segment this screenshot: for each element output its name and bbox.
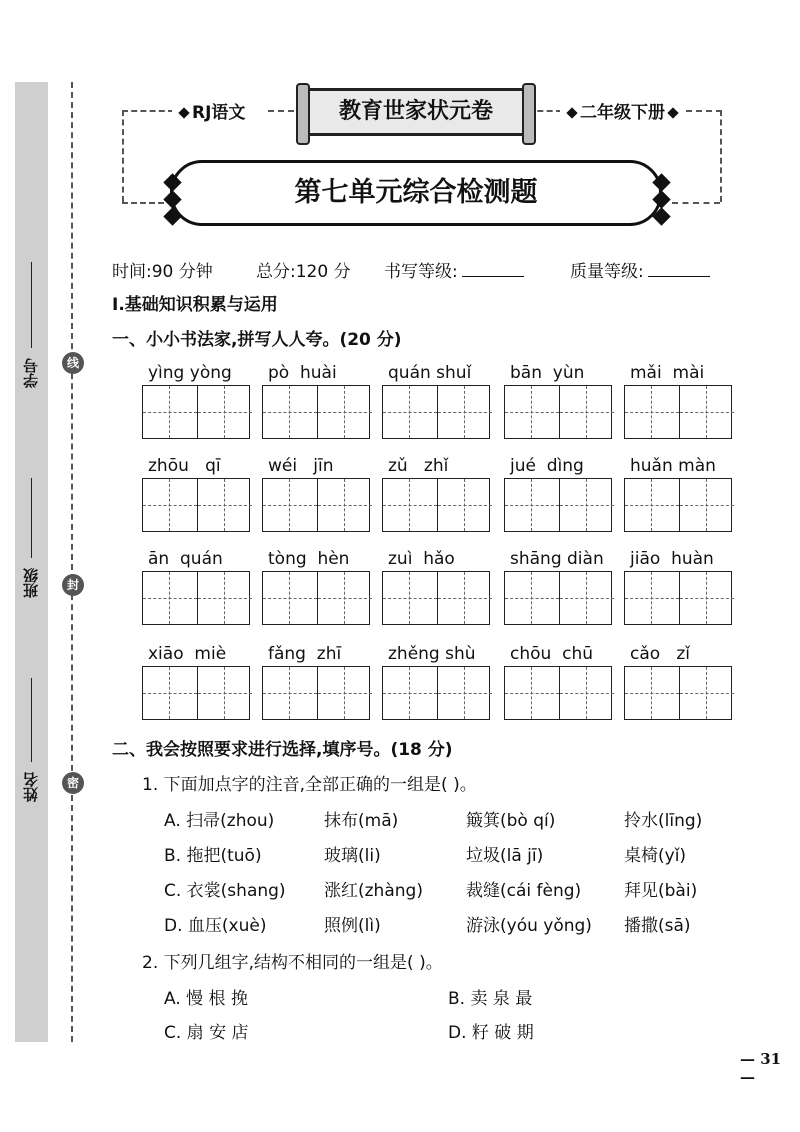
option-a1[interactable]: A. 扫帚(zhou)	[164, 811, 275, 831]
option-c2: 涨红(zhàng)	[324, 881, 423, 901]
pinyin-label: mǎi mài	[630, 363, 705, 383]
writing-cell[interactable]	[504, 666, 612, 720]
cut-line	[71, 82, 73, 1042]
pinyin-label: huǎn màn	[630, 456, 716, 476]
option-b4: 桌椅(yǐ)	[624, 846, 687, 866]
pinyin-label: xiāo miè	[148, 644, 227, 664]
option-d2: 照例(lì)	[324, 916, 381, 936]
writing-cell[interactable]	[504, 385, 612, 439]
page-title: 第七单元综合检测题	[170, 160, 662, 226]
option-a4: 拎水(līng)	[624, 811, 703, 831]
pinyin-label: cǎo zǐ	[630, 644, 691, 664]
pinyin-label: fǎng zhī	[268, 644, 342, 664]
seal-mark-secret: 密	[62, 772, 84, 794]
question-1-title: 一、小小书法家,拼写人人夸。(20 分)	[112, 330, 402, 350]
seal-mark-seal: 封	[62, 574, 84, 596]
seal-mark-line: 线	[62, 352, 84, 374]
diamond-stack-icon	[652, 176, 670, 227]
option-c1[interactable]: C. 衣裳(shang)	[164, 881, 286, 901]
option-d4: 播撒(sā)	[624, 916, 691, 936]
writing-cell[interactable]	[624, 478, 732, 532]
writing-cell[interactable]	[624, 385, 732, 439]
option-d3: 游泳(yóu yǒng)	[466, 916, 592, 936]
grade-tag: 二年级下册	[560, 98, 685, 123]
writing-cell[interactable]	[262, 571, 370, 625]
pinyin-label: shāng diàn	[510, 549, 604, 569]
header-dash	[672, 202, 720, 204]
pinyin-label: quán shuǐ	[388, 363, 472, 383]
option-c3: 裁缝(cái fèng)	[466, 881, 582, 901]
pinyin-label: wéi jīn	[268, 456, 334, 476]
student-id-line	[31, 262, 32, 348]
diamond-icon	[178, 107, 189, 118]
writing-cell[interactable]	[504, 478, 612, 532]
pinyin-label: zǔ zhǐ	[388, 456, 449, 476]
writing-cell[interactable]	[262, 385, 370, 439]
option-b1[interactable]: B. 拖把(tuō)	[164, 846, 262, 866]
question-2-title: 二、我会按照要求进行选择,填序号。(18 分)	[112, 740, 453, 760]
pinyin-label: ān quán	[148, 549, 223, 569]
writing-cell[interactable]	[142, 666, 250, 720]
writing-cell[interactable]	[382, 385, 490, 439]
pinyin-label: yìng yòng	[148, 363, 232, 383]
name-label: 姓名	[21, 772, 40, 802]
header-dash	[122, 110, 124, 202]
writing-grade: 书写等级:	[384, 257, 528, 282]
writing-cell[interactable]	[142, 571, 250, 625]
option-c4: 拜见(bài)	[624, 881, 698, 901]
writing-cell[interactable]	[624, 571, 732, 625]
writing-cell[interactable]	[624, 666, 732, 720]
writing-grade-blank[interactable]	[462, 262, 524, 277]
name-line	[31, 678, 32, 762]
pinyin-label: chōu chū	[510, 644, 593, 664]
writing-cell[interactable]	[142, 478, 250, 532]
subject-tag: RJ语文	[172, 98, 249, 123]
writing-cell[interactable]	[142, 385, 250, 439]
pinyin-label: zhōu qī	[148, 456, 221, 476]
student-id-label: 学号	[21, 358, 40, 388]
writing-cell[interactable]	[382, 666, 490, 720]
writing-cell[interactable]	[382, 571, 490, 625]
pinyin-label: jiāo huàn	[630, 549, 714, 569]
time-info: 时间:90 分钟	[112, 262, 213, 282]
header-dash	[122, 202, 164, 204]
quality-grade-blank[interactable]	[648, 262, 710, 277]
option-2d[interactable]: D. 籽 破 期	[448, 1023, 534, 1043]
option-b3: 垃圾(lā jī)	[466, 846, 544, 866]
writing-cell[interactable]	[504, 571, 612, 625]
pinyin-label: pò huài	[268, 363, 337, 383]
pinyin-label: bān yùn	[510, 363, 585, 383]
header-dash	[686, 110, 722, 112]
option-2a[interactable]: A. 慢 根 挽	[164, 989, 248, 1009]
page-number: — 31 —	[740, 1050, 782, 1086]
question-2-2-stem: 2. 下列几组字,结构不相同的一组是( )。	[142, 953, 443, 973]
section-heading: Ⅰ.基础知识积累与运用	[112, 295, 278, 315]
total-score: 总分:120 分	[256, 262, 351, 282]
pinyin-label: tòng hèn	[268, 549, 350, 569]
pinyin-label: jué dìng	[510, 456, 584, 476]
pinyin-label: zuì hǎo	[388, 549, 455, 569]
writing-cell[interactable]	[382, 478, 490, 532]
option-d1[interactable]: D. 血压(xuè)	[164, 916, 267, 936]
option-2c[interactable]: C. 扇 安 店	[164, 1023, 249, 1043]
class-label: 班级	[21, 568, 40, 598]
diamond-icon	[667, 107, 678, 118]
pinyin-label: zhěng shù	[388, 644, 476, 664]
option-b2: 玻璃(li)	[324, 846, 381, 866]
option-a3: 簸箕(bò qí)	[466, 811, 556, 831]
writing-cell[interactable]	[262, 478, 370, 532]
binding-strip	[15, 82, 48, 1042]
banner-scroll: 教育世家状元卷	[307, 88, 525, 136]
question-2-1-stem: 1. 下面加点字的注音,全部正确的一组是( )。	[142, 775, 477, 795]
diamond-icon	[566, 107, 577, 118]
option-2b[interactable]: B. 卖 泉 最	[448, 989, 533, 1009]
quality-grade: 质量等级:	[570, 257, 714, 282]
header-dash	[122, 110, 174, 112]
header-dash	[720, 110, 722, 202]
option-a2: 抹布(mā)	[324, 811, 399, 831]
class-line	[31, 478, 32, 558]
writing-cell[interactable]	[262, 666, 370, 720]
